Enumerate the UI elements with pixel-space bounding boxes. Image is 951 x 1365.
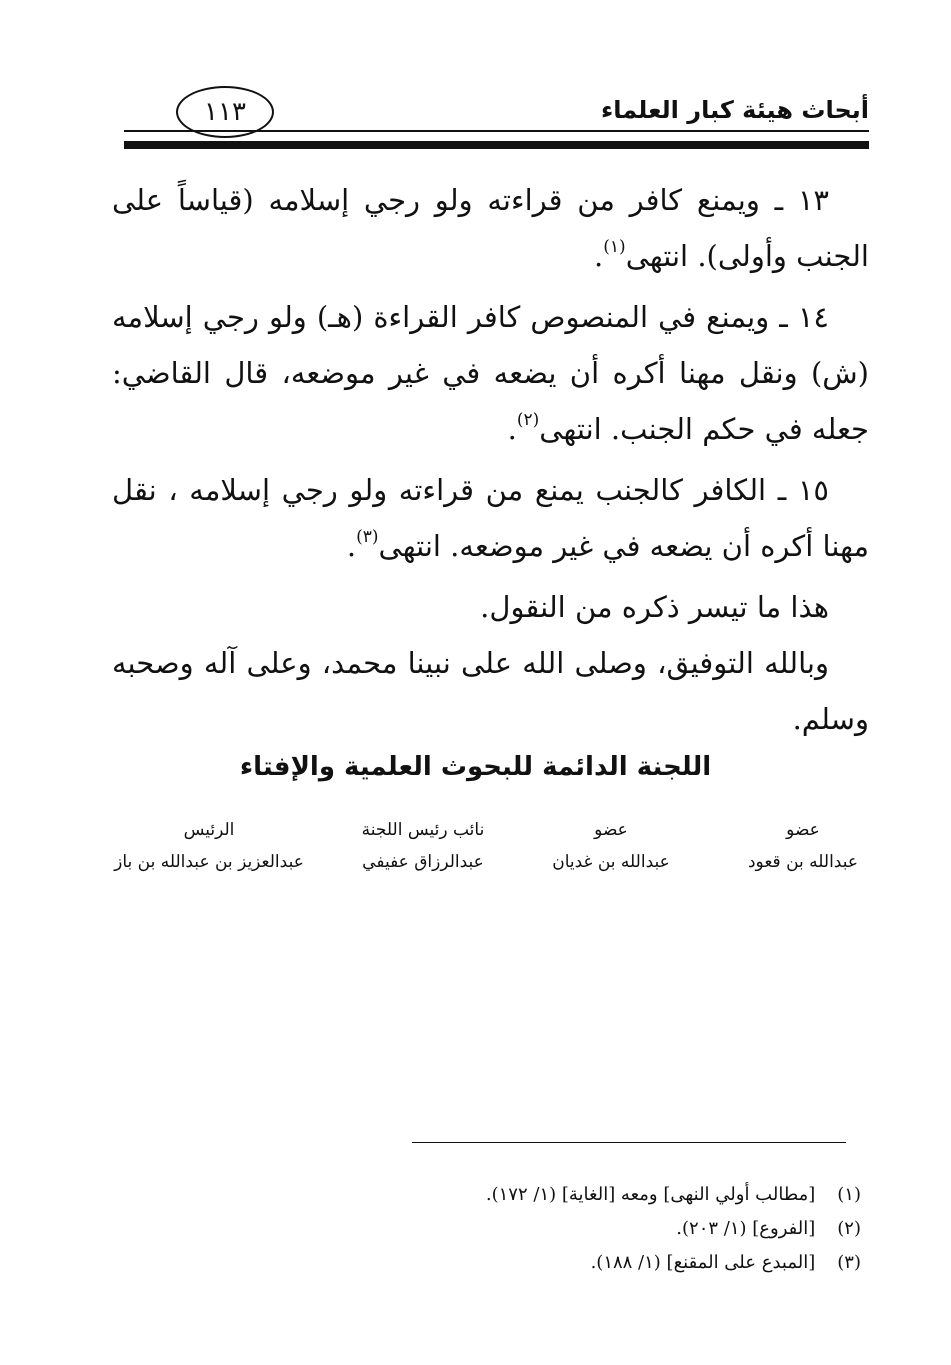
signatory-role: الرئيس [183, 820, 235, 840]
footnote-1 [486, 1178, 861, 1212]
footnotes [486, 1178, 861, 1280]
footnote-number: (٢) [837, 1218, 861, 1239]
running-title: أبحاث هيئة كبار العلماء [600, 96, 869, 124]
closing-line-2: وبالله التوفيق، وصلى الله على نبينا محمد، وعلى آله وصحبه وسلم. [112, 646, 869, 736]
header-rule-thick [124, 141, 869, 149]
signatory-role: عضو [786, 820, 820, 840]
signatory-name: عبدالله بن قعود [747, 852, 858, 872]
footnote-2 [486, 1212, 861, 1246]
paragraph-item-15 [112, 462, 869, 579]
item-14-text: ١٤ ـ ويمنع في المنصوص كافر القراءة (هـ) ولو رجي إسلامه (ش) ونقل مهنا أكره أن يضعه في غير موضعه، قال القاضي: جعله في حكم الجنب. انتهى [112, 300, 869, 446]
footnote-text: [الفروع] (١/ ٢٠٣). [676, 1218, 816, 1239]
item-13-text: ١٣ ـ ويمنع كافر من قراءته ولو رجي إسلامه (قياساً على الجنب وأولى). انتهى [112, 183, 869, 273]
paragraph-item-14 [112, 289, 869, 462]
footnote-ref-3: (٣) [356, 527, 379, 547]
item-13-period: . [594, 239, 604, 273]
signatory-name: عبدالعزيز بن عبدالله بن باز [114, 852, 304, 872]
footnote-text: [المبدع على المقنع] (١/ ١٨٨). [590, 1252, 816, 1273]
footnote-ref-1: (١) [603, 237, 626, 257]
signatory-4 [109, 814, 309, 878]
page-number-text: ١١٣ [204, 97, 246, 127]
signatory-name: عبدالرزاق عفيفي [362, 852, 484, 872]
signatory-role: نائب رئيس اللجنة [361, 820, 485, 840]
signatory-role: عضو [594, 820, 628, 840]
signatory-2 [511, 814, 711, 878]
main-text [112, 172, 869, 747]
item-15-period: . [346, 529, 357, 563]
footnote-text: [مطالب أولي النهى] ومعه [الغاية] (١/ ١٧٢). [485, 1184, 816, 1205]
footnote-ref-2: (٢) [516, 410, 540, 430]
header-rule-thin [124, 130, 869, 132]
signatory-3 [323, 814, 523, 878]
signatory-name: عبدالله بن غديان [552, 852, 670, 872]
footnote-number: (١) [837, 1184, 861, 1205]
item-15-text: ١٥ ـ الكافر كالجنب يمنع من قراءته ولو رجي إسلامه ، نقل مهنا أكره أن يضعه في غير موضعه. انتهى [112, 473, 869, 563]
signatory-1 [703, 814, 903, 878]
footnote-3 [486, 1246, 861, 1280]
paragraph-item-13 [112, 172, 869, 289]
footnote-number: (٣) [837, 1252, 861, 1273]
committee-title: اللجنة الدائمة للبحوث العلمية والإفتاء [239, 752, 712, 782]
item-14-period: . [507, 412, 517, 446]
closing-line-1: هذا ما تيسر ذكره من النقول. [480, 590, 829, 624]
footnote-divider [412, 1142, 846, 1143]
